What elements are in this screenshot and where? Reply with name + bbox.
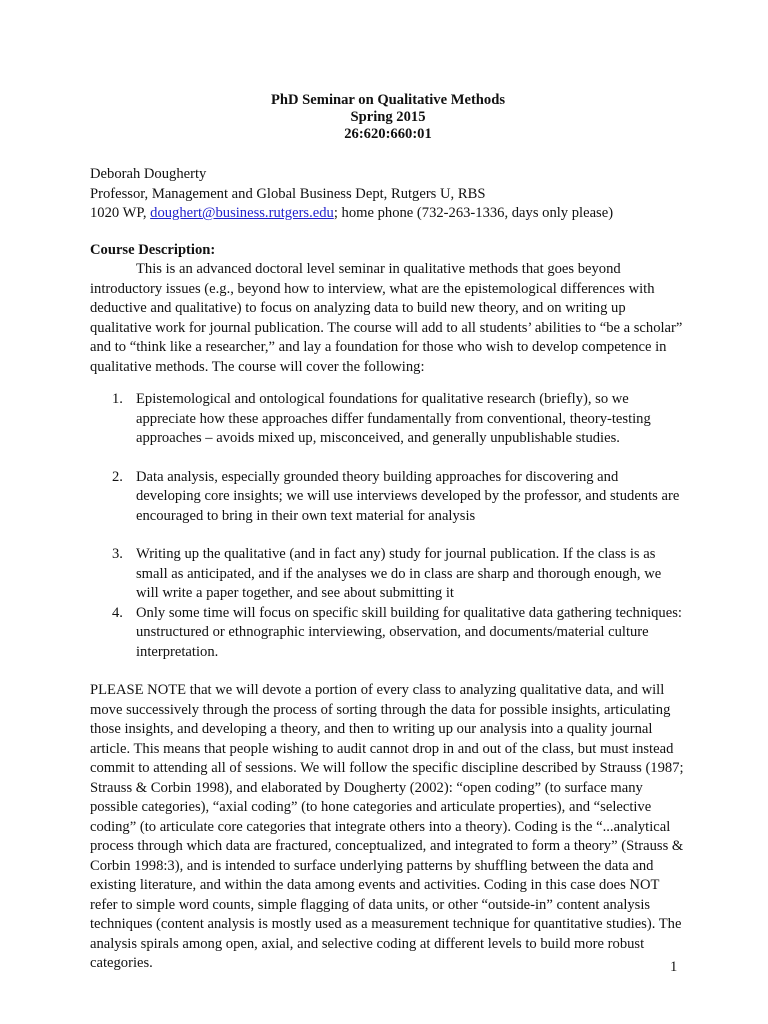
term: Spring 2015 bbox=[350, 109, 426, 125]
document-page bbox=[90, 92, 686, 974]
author-name: Deborah Dougherty bbox=[90, 166, 207, 182]
course-topics-list bbox=[90, 390, 686, 662]
office: 1020 WP, bbox=[90, 205, 151, 221]
list-item bbox=[90, 604, 686, 663]
intro-paragraph: This is an advanced doctoral level seminar in qualitative methods that goes beyond introductory issues (e.g., beyond how to interview, what are the epistemological differences with deductive and qualitative) to focus on analyzing data to build new theory, and on writing up qualitative work for journal publication. The course will add to all students’ abilities to “be a scholar” and to “think like a researcher,” and lay a foundation for those who wish to develop competence in qualitative methods. The course will cover the following: bbox=[90, 261, 683, 375]
list-text: Only some time will focus on specific skill building for qualitative data gathering techniques: unstructured or ethnographic interviewing, observation, and documents/material culture interpretation. bbox=[136, 604, 682, 660]
list-number: 2. bbox=[112, 468, 123, 485]
list-number: 4. bbox=[112, 604, 123, 621]
list-item bbox=[90, 545, 686, 604]
author-block bbox=[90, 165, 686, 224]
list-text: Data analysis, especially grounded theory building approaches for discovering and developing core insights; we will use interviews developed by the professor, and students are encouraged to bring in their own text material for analysis bbox=[136, 468, 680, 524]
list-item bbox=[90, 468, 686, 527]
list-text: Epistemological and ontological foundations for qualitative research (briefly), so we appreciate how these approaches differ fundamentally from conventional, theory-testing approaches – avoids mixed up, misconceived, and generally unpublishable studies. bbox=[136, 391, 651, 446]
list-item bbox=[90, 390, 686, 449]
section-heading: Course Description: bbox=[90, 241, 216, 258]
author-position: Professor, Management and Global Business Dept, Rutgers U, RBS bbox=[90, 185, 486, 202]
page-number: 1 bbox=[670, 959, 678, 975]
title-block bbox=[90, 92, 686, 143]
list-text: Writing up the qualitative (and in fact any) study for journal publication. If the class is as small as anticipated, and if the analyses we do in class are sharp and thorough enough, we will write a paper together, and see about submitting it bbox=[136, 546, 662, 601]
list-number: 1. bbox=[112, 391, 123, 407]
list-number: 3. bbox=[112, 546, 123, 562]
author-contact bbox=[90, 204, 686, 224]
phone: ; home phone (732-263-1336, days only please) bbox=[333, 205, 614, 221]
email-link[interactable]: doughert@business.rutgers.edu bbox=[150, 205, 334, 221]
document-title: PhD Seminar on Qualitative Methods bbox=[270, 92, 506, 108]
course-code: 26:620:660:01 bbox=[344, 126, 432, 142]
note-paragraph: PLEASE NOTE that we will devote a portion of every class to analyzing qualitative data, and will move successively through the process of sorting through the data for possible insights, articulating those insights, and developing a theory, and then to writing up our analysis into a quality journal article. This means that people wishing to audit cannot drop in and out of the class, but must instead commit to attending all of sessions. We will follow the specific discipline described by Strauss (1987; Strauss & Corbin 1998), and elaborated by Dougherty (2002): “open coding” (to surface many possible categories), “axial coding” (to hone categories and articulate properties), and “selective coding” (to articulate core categories that integrate others into a theory). Coding is the “...analytical process through which data are fractured, conceptualized, and integrated to form a theory” (Strauss & Corbin 1998:3), and is intended to surface underlying patterns by shuffling between the data and existing literature, and within the data among events and activities. Coding in this case does NOT refer to simple word counts, simple flagging of data units, or other “outside-in” content analysis techniques (content analysis is mostly used as a measurement technique for quantitative studies). The analysis spirals among open, axial, and selective coding at different levels to build more robust categories. bbox=[90, 682, 684, 971]
